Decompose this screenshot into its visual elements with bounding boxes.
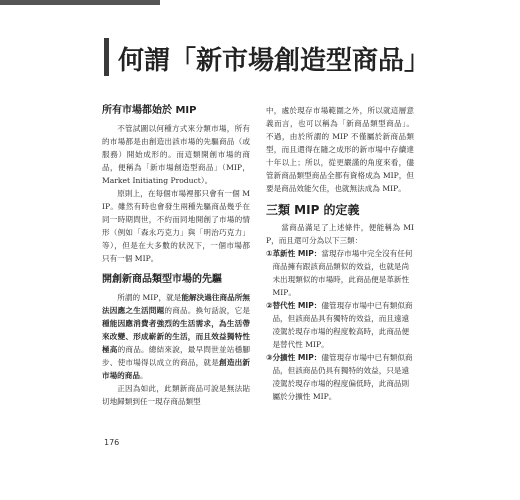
page-title: 何謂「新市場創造型商品」 [118, 46, 431, 76]
text-run: 的商品。換句話說，它是 [164, 306, 251, 315]
title-block [104, 36, 431, 84]
list-number: ① [266, 249, 273, 258]
section-heading-mip-start: 所有市場都始於 MIP [102, 105, 197, 116]
paragraph: 正因為如此，此類新商品可說是無法貼切地歸類到任一現存商品類型 [102, 384, 250, 406]
text-run: 的商品。總結來說，最早問世並站穩腳步、使市場得以成立的商品，就是 [102, 345, 251, 367]
list-label: 革新性 MIP： [272, 249, 322, 258]
paragraph: 中，處於現存市場範圍之外，所以就這層意義而言，也可以稱為「新商品類型商品」。不過，由於所謂的 MIP 不僅屬於新商品類型，而且還得在隨之成形的新市場中存續達十年以上；所以，從更嚴謹的角度來看，儘管新商品類型商品全都有資格成為 MIP，但要是商品效能欠佳，也就無法成為 MIP。 [266, 106, 414, 193]
left-column [102, 104, 250, 408]
title-accent-bar [104, 38, 109, 76]
list-text: 當現存市場中完全沒有任何商品擁有跟該商品類似的效益，也就是尚未出現類似的市場時，此商品便是革新性 MIP。 [272, 249, 413, 297]
right-column [266, 104, 414, 403]
list-item [266, 247, 414, 299]
list-number: ② [266, 301, 273, 310]
bold-text-run: 能解決過往商品所無法因應之生活問題 [102, 293, 250, 315]
bold-text-run: 創造出新市場的商品 [102, 358, 251, 380]
list-number: ③ [266, 353, 273, 362]
list-item [266, 299, 414, 351]
list-label: 分擴性 MIP： [272, 353, 322, 362]
list-text: 儘管現存市場中已有類似商品，但該商品仍具有獨特的效益，只是遠凌駕於現存市場的程度偏低時，此商品則屬於分擴性 MIP。 [272, 353, 413, 401]
list-text: 儘管現存市場中已有類似商品，但該商品具有獨特的效益，而且遠遠凌駕於現存市場的程度較高時，此商品便是替代性 MIP。 [272, 301, 413, 349]
text-run: 。 [139, 371, 148, 380]
section-heading-three-types: 三類 MIP 的定義 [266, 203, 360, 217]
list-item [266, 351, 414, 403]
paragraph: 不管試圖以何種方式來分類市場，所有的市場都是由創造出該市場的先驅商品（或服務）開始成形的。而這類開創市場的商品，便稱為「新市場創造型商品」（MIP，Market Initiating Product）。 [102, 124, 250, 185]
header-corner-bar [0, 0, 160, 5]
text-run: 所謂的 MIP，就是 [117, 293, 182, 302]
page-number: 176 [104, 438, 120, 447]
paragraph: 原則上，在每個市場裡都只會有一個 MIP。雖然有時也會發生兩種先驅商品幾乎在同一時期問世，不約而同地開創了市場的情形（例如「森永巧克力」與「明治巧克力」等），但是在大多數的狀況下，一個市場都只有一個 MIP。 [102, 189, 250, 263]
paragraph: 當商品滿足了上述條件，便能稱為 MIP，而且還可分為以下三類： [266, 223, 414, 245]
bold-text-run: 種能因應消費者強烈的生活需求，為生活帶來改變、形成嶄新的生活，而且效益獨特性極高 [102, 319, 250, 354]
paragraph [102, 291, 250, 382]
section-heading-pioneer: 開創新商品類型市場的先驅 [102, 274, 222, 285]
list-label: 替代性 MIP： [272, 301, 322, 310]
